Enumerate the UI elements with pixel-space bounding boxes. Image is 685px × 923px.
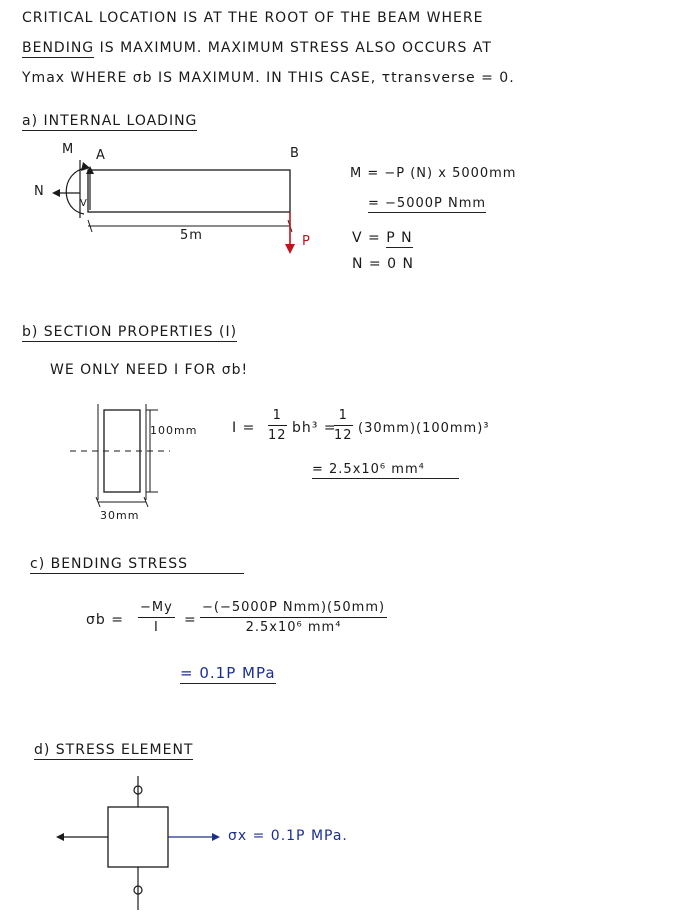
moment-result-value: = −5000P Nmm (368, 196, 487, 211)
section-c-heading: c) BENDING STRESS (30, 556, 244, 574)
intro-line-2-rest: IS MAXIMUM. MAXIMUM STRESS ALSO OCCURS AT (94, 40, 492, 56)
moment-result (368, 196, 486, 211)
label-point-a: A (96, 148, 106, 163)
section-a-heading: a) INTERNAL LOADING (22, 113, 198, 129)
cross-section-rect (104, 410, 140, 492)
inertia-frac-2-den: 12 (334, 428, 353, 443)
label-beam-length: 5m (180, 228, 203, 243)
label-load-p: P (302, 234, 311, 249)
section-b-note: WE ONLY NEED I FOR σb! (50, 362, 249, 378)
shear-value: P N (386, 230, 413, 246)
inertia-frac-1-num: 1 (268, 408, 287, 426)
intro-line-3: Ymax WHERE σb IS MAXIMUM. IN THIS CASE, τtransverse = 0. (22, 70, 515, 86)
bending-result-value: = 0.1P MPa (180, 664, 276, 682)
bending-values-frac (200, 600, 387, 635)
normal-equation: N = 0 N (352, 256, 414, 272)
beam-rect (88, 170, 290, 212)
inertia-frac-1-den: 12 (268, 428, 287, 443)
bending-result (180, 664, 276, 682)
stress-element-label: σx = 0.1P MPa. (228, 828, 348, 844)
bending-frac-num: −My (138, 600, 175, 618)
inertia-result: = 2.5x10⁶ mm⁴ (312, 462, 459, 479)
inertia-formula-values: (30mm)(100mm)³ (358, 421, 490, 436)
inertia-frac-2 (334, 408, 353, 443)
shear-equation (352, 230, 413, 246)
bending-values-num: −(−5000P Nmm)(50mm) (200, 600, 387, 618)
label-section-width: 30mm (100, 509, 140, 522)
label-moment: M (62, 142, 75, 157)
stress-element-square (108, 807, 168, 867)
section-d-heading: d) STRESS ELEMENT (34, 742, 194, 758)
label-normal-force: N (34, 184, 45, 199)
label-point-b: B (290, 146, 300, 161)
inertia-frac-2-num: 1 (334, 408, 353, 426)
section-b-heading: b) SECTION PROPERTIES (I) (22, 324, 238, 340)
intro-bending-word: BENDING (22, 40, 95, 56)
shear-prefix: V = (352, 230, 387, 246)
intro-line-1: CRITICAL LOCATION IS AT THE ROOT OF THE BEAM WHERE (22, 10, 484, 26)
bending-frac-den: I (153, 620, 159, 635)
bending-eq-sign: = (184, 612, 197, 628)
bending-values-den: 2.5x10⁶ mm⁴ (245, 620, 342, 635)
label-shear-force: V (80, 198, 88, 209)
inertia-formula-mid: bh³ = (292, 420, 337, 436)
moment-equation: M = −P (N) x 5000mm (350, 166, 517, 181)
bending-sigma-label: σb = (86, 612, 124, 628)
label-section-height: 100mm (150, 424, 198, 437)
bending-frac (138, 600, 175, 635)
inertia-formula-prefix: I = (232, 420, 256, 436)
inertia-frac-1 (268, 408, 287, 443)
